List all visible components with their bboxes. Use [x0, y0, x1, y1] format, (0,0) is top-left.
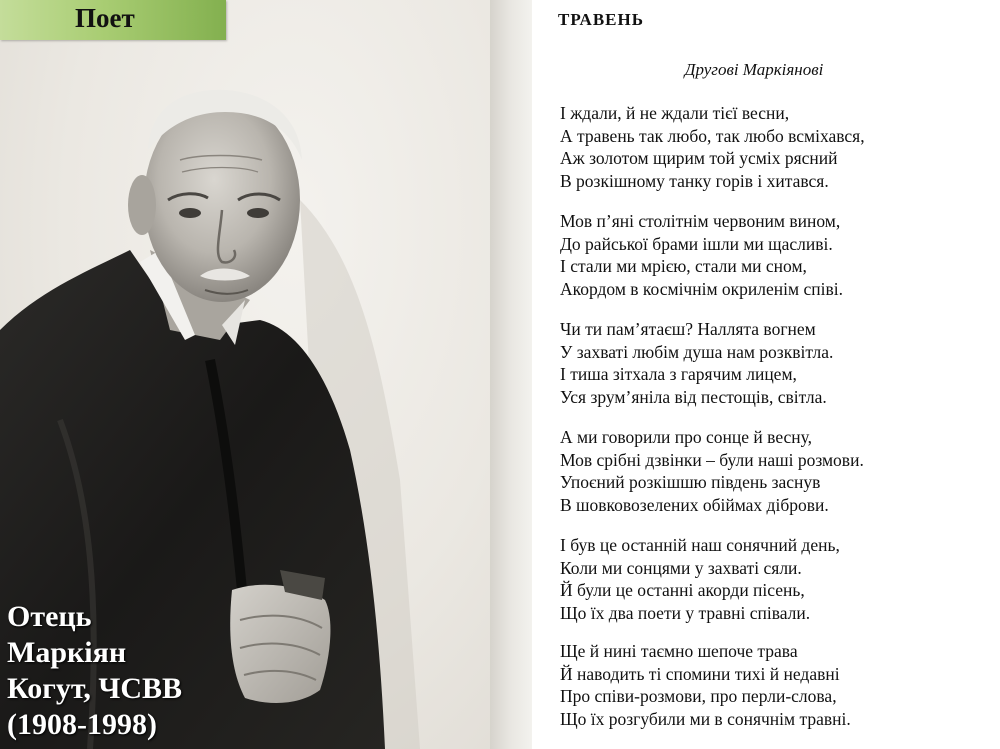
section-tab [0, 0, 226, 40]
stanza [560, 210, 843, 300]
poem-line: Мов срібні дзвінки – були наші розмови. [560, 449, 864, 470]
poem-line: А ми говорили про сонце й весну, [560, 427, 813, 447]
poem-line: Що їх два поети у травні співали. [560, 602, 811, 623]
poem-line: Упоєний розкішшю південь заснув [560, 472, 821, 492]
stanza [560, 426, 864, 516]
poem-line: В розкішному танку горів і хитався. [560, 170, 829, 191]
poem-line: І тиша зітхала з гарячим лицем, [560, 364, 797, 384]
section-tab-label: Поет [75, 3, 135, 33]
poem-line: А травень так любо, так любо всміхався, [560, 125, 865, 146]
stanza [560, 534, 840, 624]
poem-line: Коли ми сонцями у захваті сяли. [560, 557, 802, 578]
stanza [560, 640, 851, 730]
poem-dedication: Другові Маркіянові [684, 60, 824, 79]
poem-line: У захваті любім душа нам розквітла. [560, 341, 834, 362]
poem-line: І ждали, й не ждали тієї весни, [560, 103, 790, 123]
poem-page [532, 0, 1000, 749]
poem-line: Аж золотом щирим той усміх рясний [560, 148, 838, 168]
poem-line: Й наводить ті спомини тихі й недавні [560, 663, 840, 684]
stanza [560, 102, 865, 192]
poem-line: Уся зрум’яніла від пестощів, світла. [560, 386, 827, 407]
poem-line: Чи ти пам’ятаєш? Наллята вогнем [560, 319, 816, 339]
poem-line: І був це останній наш сонячний день, [560, 535, 840, 555]
photo-caption [7, 599, 182, 743]
caption-line: (1908-1998) [7, 708, 157, 741]
poem-line: Про співи-розмови, про перли-слова, [560, 686, 837, 706]
page-divider [490, 0, 532, 749]
stanza [560, 318, 833, 408]
poem-line: Ще й нині таємно шепоче трава [560, 641, 798, 661]
poem-line: В шовковозелених обіймах діброви. [560, 494, 829, 515]
poem-line: Й були це останні акорди пісень, [560, 580, 805, 600]
caption-line: Когут, ЧСВВ [7, 672, 183, 705]
poem-line: Що їх розгубили ми в сонячнім травні. [560, 708, 851, 729]
poem-title: ТРАВЕНЬ [558, 10, 644, 29]
caption-line: Отець [7, 600, 92, 633]
poem-line: Акордом в космічнім окриленім співі. [560, 278, 843, 299]
poem-line: І стали ми мрією, стали ми сном, [560, 256, 807, 276]
caption-line: Маркіян [7, 636, 127, 669]
portrait-photo [0, 0, 490, 749]
poem-line: До райської брами ішли ми щасливі. [560, 233, 833, 254]
poem-line: Мов п’яні столітнім червоним вином, [560, 211, 841, 231]
